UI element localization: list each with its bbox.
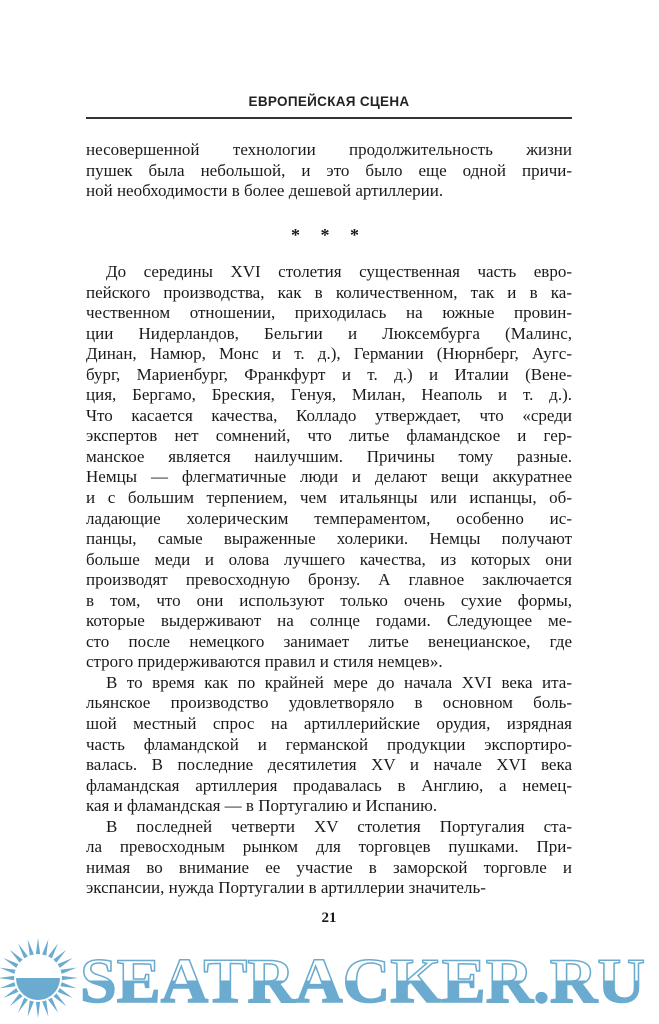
sun-ray — [0, 968, 15, 974]
header-rule — [86, 117, 572, 119]
text-line: ции Нидерландов, Бельгии и Люксембурга (Малинс, — [86, 323, 572, 343]
watermark-text: SEATRACKER.RU — [80, 945, 645, 1016]
text-line: Немцы — флегматичные люди и делают вещи аккуратнее — [86, 467, 572, 487]
text-line: производят превосходную бронзу. А главное заключается — [86, 570, 572, 590]
sun-ray — [61, 982, 77, 988]
text-line: экспансии, нужда Португалии в артиллерии значитель- — [86, 878, 486, 898]
text-line: чественном отношении, приходилась на южные провин- — [86, 303, 572, 323]
text-line: строго придерживаются правил и стиля немцев». — [86, 652, 443, 672]
paragraph-2 — [86, 262, 572, 673]
sun-ray — [42, 939, 48, 955]
sun-ray — [61, 968, 77, 974]
sun-ray — [36, 1002, 40, 1018]
text-line: несовершенной технологии продолжительность жизни — [86, 140, 572, 159]
section-separator: * * * — [291, 225, 367, 245]
sun-icon — [0, 938, 78, 1018]
text-line: фламандская артиллерия продавалась в Англию, а немец- — [86, 775, 572, 795]
sun-ray — [10, 993, 23, 1006]
running-header: ЕВРОПЕЙСКАЯ СЦЕНА — [248, 94, 410, 109]
sun-ray — [18, 943, 28, 958]
sun-ray — [48, 998, 58, 1013]
paragraph-1 — [86, 140, 572, 202]
text-line: валась. В последние десятилетия XV и начале XVI века — [86, 755, 572, 775]
sun-ray — [0, 976, 14, 980]
text-line: и с большим терпением, чем итальянцы или испанцы, об- — [86, 488, 572, 508]
sun-ray — [36, 938, 40, 954]
page-number: 21 — [321, 910, 337, 926]
sun-ray — [42, 1001, 48, 1017]
sun-ray — [10, 950, 23, 963]
text-line: Что касается качества, Колладо утверждает, что «среди — [86, 405, 572, 425]
sun-ray — [28, 1001, 34, 1017]
text-line: В последней четверти XV столетия Португалия ста- — [106, 816, 572, 836]
text-line: ной необходимости в более дешевой артиллерии. — [86, 181, 444, 201]
paragraph-3 — [86, 673, 572, 817]
text-line: льянское производство удовлетворяло в основном боль- — [86, 693, 572, 713]
text-line: ла превосходным рынком для торговцев пушками. При- — [86, 837, 572, 857]
sun-ray — [3, 988, 18, 998]
sun-ray — [3, 958, 18, 968]
text-line: Динан, Намюр, Монс и т. д.), Германии (Нюрнберг, Аугс- — [86, 344, 572, 364]
text-line: которые выдерживают на солнце годами. Следующее ме- — [86, 611, 572, 631]
text-line: часть фламандской и германской продукции экспортиро- — [86, 734, 572, 754]
text-line: нимая во внимание ее участие в заморской торговле и — [86, 857, 572, 877]
paragraphs-body — [86, 262, 572, 899]
text-line: ладающие холерическим темпераментом, особенно ис- — [86, 508, 572, 528]
sun-ray — [58, 988, 73, 998]
text-line: кая и фламандская — в Португалию и Испанию. — [86, 796, 438, 816]
text-line: шой местный спрос на артиллерийские орудия, изрядная — [86, 714, 572, 734]
sun-ray — [28, 939, 34, 955]
sun-ray — [18, 998, 28, 1013]
watermark-logo — [0, 930, 659, 1024]
sun-ray — [53, 950, 66, 963]
text-line: пушек была небольшой, и это было еще одной причи- — [86, 160, 572, 180]
text-line: До середины XVI столетия существенная часть евро- — [106, 262, 572, 281]
text-line: экспертов нет сомнений, что литье фламандское и гер- — [86, 426, 572, 446]
text-line: манское является наилучшим. Причины тому разные. — [86, 446, 572, 466]
text-line: в том, что они используют только очень сухие формы, — [86, 590, 572, 610]
sun-ray — [0, 982, 15, 988]
text-line: панцы, самые выраженные холерики. Немцы получают — [86, 529, 572, 549]
text-line: В то время как по крайней мере до начала XVI века ита- — [106, 672, 572, 692]
sun-ray — [58, 958, 73, 968]
paragraph-4 — [86, 817, 572, 899]
text-line: бург, Мариенбург, Франкфурт и т. д.) и Италии (Вене- — [86, 364, 572, 384]
sun-ray — [48, 943, 58, 958]
sun-ray — [53, 993, 66, 1006]
text-line: пейского производства, как в количественном, так и в ка- — [86, 282, 572, 302]
sun-ray — [62, 976, 78, 980]
text-line: ция, Бергамо, Бреския, Генуя, Милан, Неаполь и т. д.). — [86, 385, 572, 405]
text-line: больше меди и олова лучшего качества, из которых они — [86, 549, 572, 569]
text-line: сто после немецкого занимает литье венецианское, где — [86, 631, 572, 651]
